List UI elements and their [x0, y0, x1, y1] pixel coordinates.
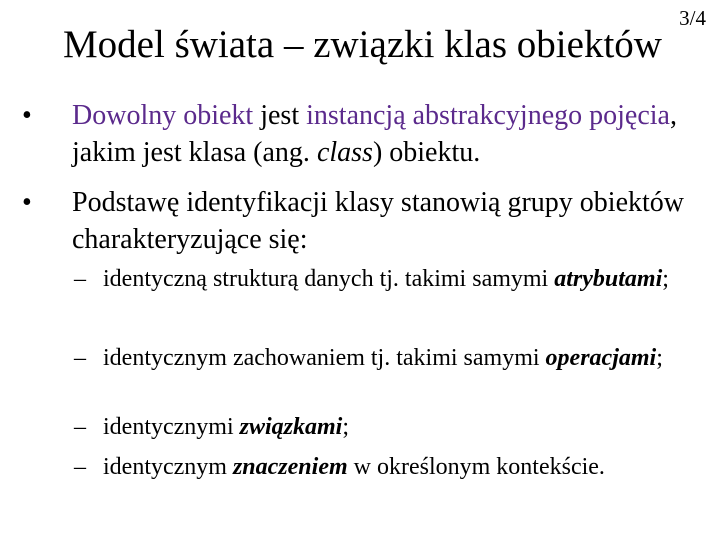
term-instancja: instancją abstrakcyjnego pojęcia — [306, 100, 670, 131]
text-segment: ; — [342, 414, 350, 440]
dash-marker: – — [74, 345, 86, 371]
sub-item-text — [74, 264, 694, 295]
sub-item-text — [74, 452, 694, 483]
text-segment: identycznym — [103, 454, 233, 480]
text-segment: , jakim jest klasa (ang. — [72, 100, 677, 168]
term-atrybutami: atrybutami — [554, 266, 663, 292]
term-class: class — [316, 137, 373, 168]
sub-item — [74, 412, 694, 443]
bullet-marker: • — [22, 187, 32, 218]
text-segment: ; — [656, 345, 663, 371]
dash-marker: – — [74, 454, 86, 480]
sub-item-text — [74, 343, 694, 374]
bullet-item — [22, 184, 702, 258]
text-segment: identycznym zachowaniem tj. takimi samymi — [103, 345, 546, 371]
sub-item — [74, 343, 694, 374]
sub-item — [74, 264, 694, 295]
bullet-text — [22, 184, 702, 258]
text-segment: w określonym kontekście. — [347, 454, 605, 480]
text-segment: Podstawę identyfikacji klasy stanowią grupy obiektów charakteryzujące się: — [72, 187, 684, 255]
bullet-text — [22, 97, 702, 171]
text-segment: ; — [662, 266, 669, 292]
dash-marker: – — [74, 414, 86, 440]
text-segment: identycznymi — [103, 414, 240, 440]
text-segment: ) obiektu. — [372, 137, 481, 168]
text-segment: identyczną strukturą danych tj. takimi samymi — [103, 266, 555, 292]
bullet-item — [22, 97, 702, 171]
text-segment: jest — [253, 100, 307, 131]
term-operacjami: operacjami — [545, 345, 657, 371]
page-number: 3/4 — [679, 6, 706, 30]
bullet-marker: • — [22, 100, 32, 131]
dash-marker: – — [74, 266, 86, 292]
term-zwiazkami: związkami — [239, 414, 343, 440]
slide-title: Model świata – związki klas obiektów — [63, 23, 662, 66]
term-dowolny-obiekt: Dowolny obiekt — [72, 100, 254, 131]
sub-item-text — [74, 412, 694, 443]
term-znaczeniem: znaczeniem — [232, 454, 348, 480]
sub-item — [74, 452, 694, 483]
